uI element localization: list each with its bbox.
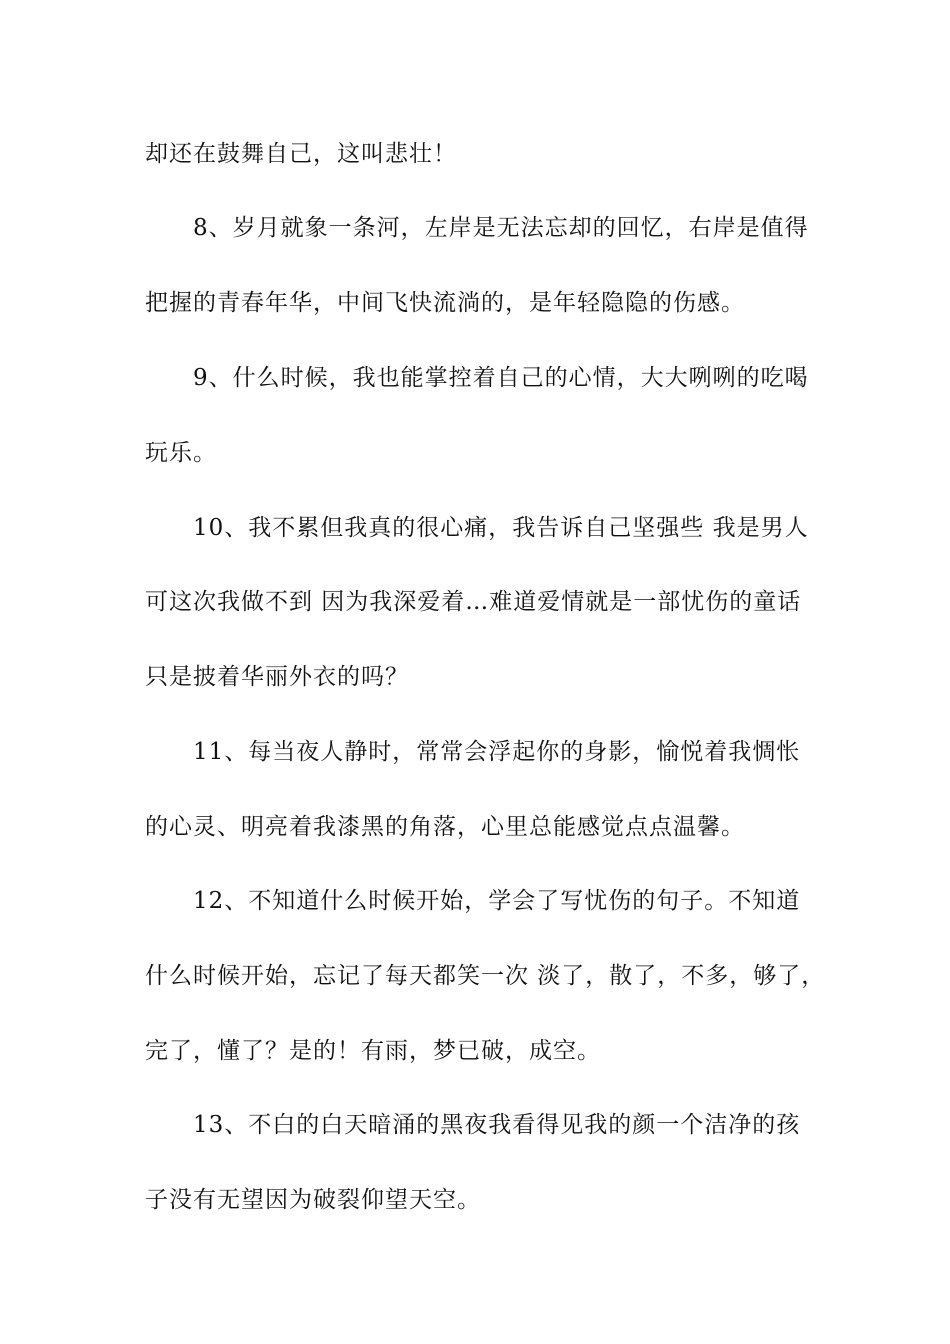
paragraph-8-line-2: 把握的青春年华，中间飞快流淌的，是年轻隐隐的伤感。	[145, 290, 745, 316]
paragraph-13-line-2: 子没有无望因为破裂仰望天空。	[145, 1187, 481, 1213]
paragraph-12-line-2: 什么时候开始，忘记了每天都笑一次 淡了，散了，不多，够了，	[145, 963, 826, 989]
paragraph-12-line-1: 12、不知道什么时候开始，学会了写忧伤的句子。不知道	[193, 888, 801, 914]
paragraph-10-line-3: 只是披着华丽外衣的吗？	[145, 664, 409, 690]
paragraph-7-line-2: 却还在鼓舞自己，这叫悲壮！	[145, 141, 457, 167]
paragraph-9-line-1: 9、什么时候，我也能掌控着自己的心情，大大咧咧的吃喝	[193, 365, 809, 391]
paragraph-8-line-1: 8、岁月就象一条河，左岸是无法忘却的回忆，右岸是值得	[193, 215, 809, 241]
paragraph-13-line-1: 13、不白的白天暗涌的黑夜我看得见我的颜一个洁净的孩	[193, 1112, 801, 1138]
paragraph-11-line-2: 的心灵、明亮着我漆黑的角落，心里总能感觉点点温馨。	[145, 814, 745, 840]
paragraph-10-line-1: 10、我不累但我真的很心痛，我告诉自己坚强些 我是男人	[193, 515, 809, 541]
paragraph-11-line-1: 11、每当夜人静时，常常会浮起你的身影，愉悦着我惆怅	[193, 739, 801, 765]
paragraph-10-line-2: 可这次我做不到 因为我深爱着…难道爱情就是一部忧伤的童话	[145, 589, 802, 615]
paragraph-9-line-2: 玩乐。	[145, 440, 217, 466]
paragraph-12-line-3: 完了，懂了？是的！有雨，梦已破，成空。	[145, 1038, 601, 1064]
